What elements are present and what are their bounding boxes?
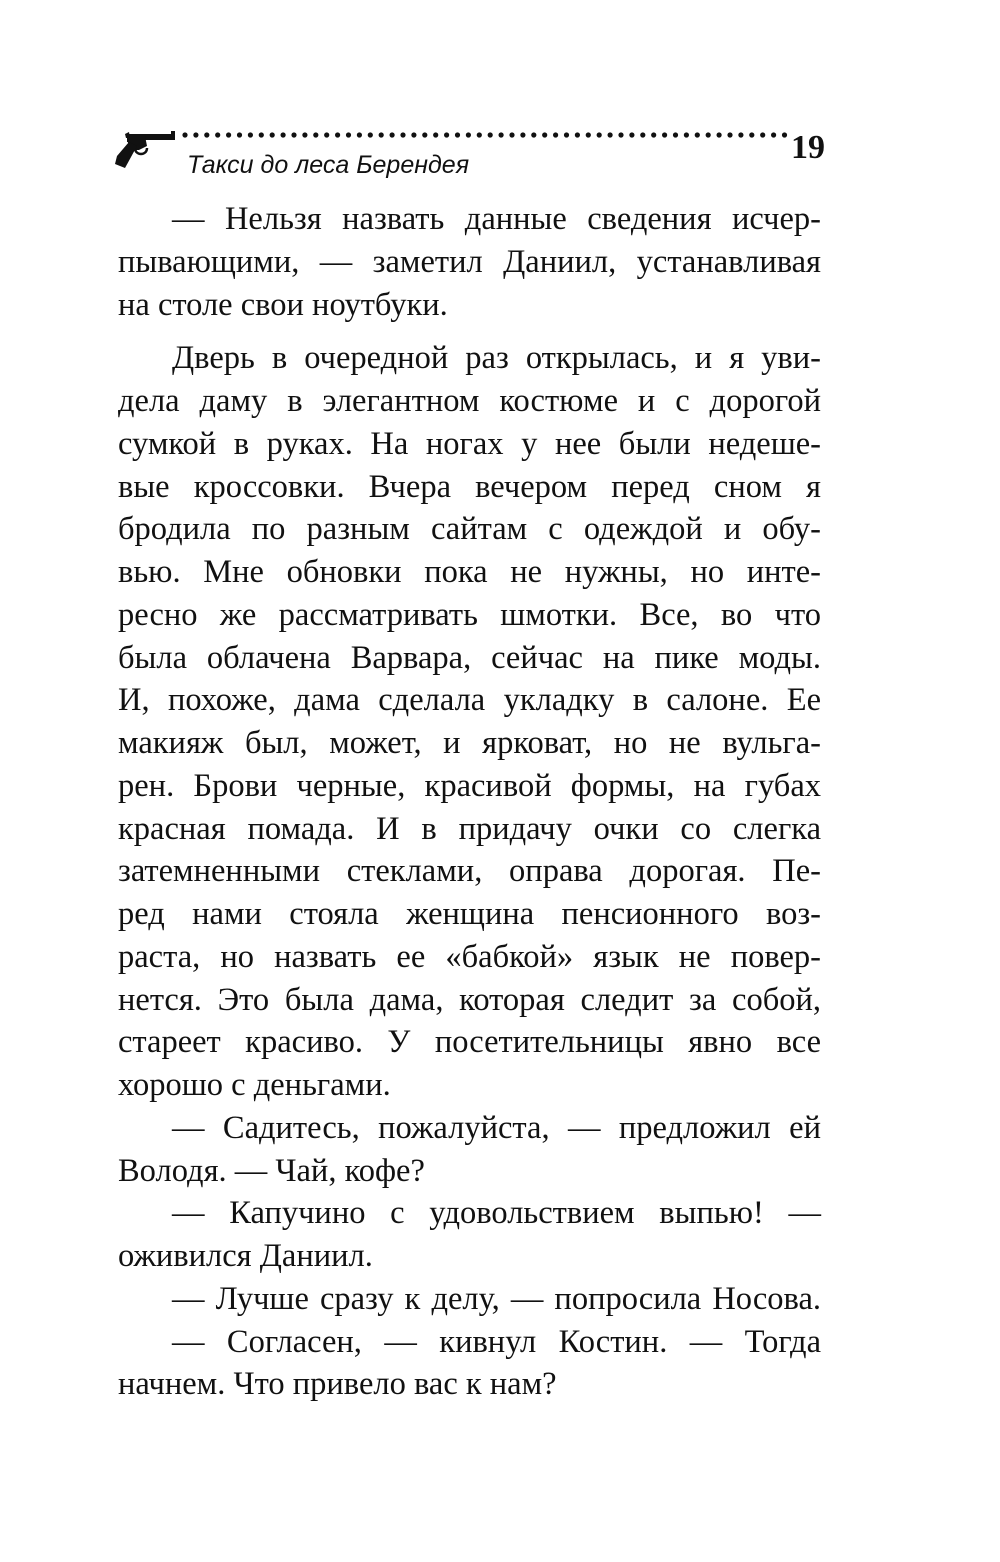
rule-dot [281,132,286,137]
text-line: раста, но назвать ее «бабкой» язык не повер- [118,938,821,975]
rule-dot [302,132,307,137]
text-line: — Лучше сразу к делу, — попросила Носова. [172,1280,821,1317]
body-text [118,198,821,1406]
rule-dot [335,132,340,137]
running-header [113,128,825,188]
rule-dot [531,132,536,137]
rule-dot [313,132,318,137]
rule-dot [477,132,482,137]
rule-dot [553,132,558,137]
rule-dot [651,132,656,137]
rule-dot [368,132,373,137]
rule-dot [433,132,438,137]
rule-dot [706,132,711,137]
text-line: ресно же рассматривать шмотки. Все, во что [118,596,821,633]
rule-dot [629,132,634,137]
rule-dot [542,132,547,137]
text-line: оживился Даниил. [118,1238,373,1274]
rule-dot [411,132,416,137]
rule-dot [640,132,645,137]
rule-dot [749,132,754,137]
text-line: Дверь в очередной раз открылась, и я уви- [172,340,821,377]
rule-dot [684,132,689,137]
rule-dot [346,132,351,137]
rule-dot [695,132,700,137]
rule-dot [422,132,427,137]
rule-dot [760,132,765,137]
text-line: начнем. Что привело вас к нам? [118,1366,557,1403]
text-line: дела даму в элегантном костюме и с дорогой [118,383,821,419]
paragraph [118,337,821,1107]
rule-dot [597,132,602,137]
rule-dot [499,132,504,137]
paragraph [118,198,821,326]
text-line: ред нами стояла женщина пенсионного воз- [118,896,821,932]
rule-dot [270,132,275,137]
rule-dot [248,132,253,137]
text-line: бродила по разным сайтам с одеждой и обу- [118,511,821,548]
text-line: макияж был, может, и ярковат, но не вульга- [118,725,821,761]
rule-dot [488,132,493,137]
paragraph [118,1321,821,1407]
rule-dot [193,132,198,137]
rule-dot [586,132,591,137]
text-line: пывающими, — заметил Даниил, устанавливая [118,243,821,280]
text-line: И, похоже, дама сделала укладку в салоне. Ее [118,682,821,719]
rule-dot [738,132,743,137]
rule-dot [520,132,525,137]
text-line: вые кроссовки. Вчера вечером перед сном я [118,468,821,505]
rule-dot [662,132,667,137]
rule-dot [324,132,329,137]
dotted-rule [179,130,789,140]
text-line: на столе свои ноутбуки. [118,286,448,323]
rule-dot [575,132,580,137]
rule-dot [564,132,569,137]
rule-dot [782,132,787,137]
rule-dot [204,132,209,137]
rule-dot [237,132,242,137]
rule-dot [390,132,395,137]
rule-dot [357,132,362,137]
page-number: 19 [791,129,825,166]
text-line: Володя. — Чай, кофе? [118,1152,425,1189]
rule-dot [727,132,732,137]
text-line: — Согласен, — кивнул Костин. — Тогда [172,1323,821,1360]
rule-dot [509,132,514,137]
text-line: нется. Это была дама, которая следит за собой, [118,981,821,1018]
rule-dot [182,132,187,137]
rule-dot [259,132,264,137]
text-line: затемненными стеклами, оправа дорогая. Пе- [118,853,821,890]
rule-dot [618,132,623,137]
rule-dot [608,132,613,137]
rule-dot [226,132,231,137]
text-line: вью. Мне обновки пока не нужны, но инте- [118,554,821,590]
rule-dot [455,132,460,137]
paragraph [118,1107,821,1193]
rule-dot [466,132,471,137]
text-line: — Капучино с удовольствием выпью! — [172,1195,821,1232]
rule-dot [215,132,220,137]
text-line: красная помада. И в придачу очки со слегка [118,810,821,847]
rule-dot [717,132,722,137]
rule-dot [673,132,678,137]
text-line: рен. Брови черные, красивой формы, на губах [118,767,821,804]
rule-dot [400,132,405,137]
running-title: Такси до леса Берендея [187,151,470,179]
rule-dot [771,132,776,137]
text-line: сумкой в руках. На ногах у нее были недеше- [118,425,821,462]
revolver-icon [113,130,179,170]
paragraph [118,1278,821,1321]
text-line: хорошо с деньгами. [118,1067,391,1103]
text-line: — Садитесь, пожалуйста, — предложил ей [172,1109,821,1146]
text-line: была облачена Варвара, сейчас на пике моды. [118,639,821,676]
text-line: — Нельзя назвать данные сведения исчер- [172,201,821,237]
text-line: стареет красиво. У посетительницы явно все [118,1024,821,1061]
rule-dot [291,132,296,137]
paragraph [118,1192,821,1278]
rule-dot [379,132,384,137]
rule-dot [444,132,449,137]
